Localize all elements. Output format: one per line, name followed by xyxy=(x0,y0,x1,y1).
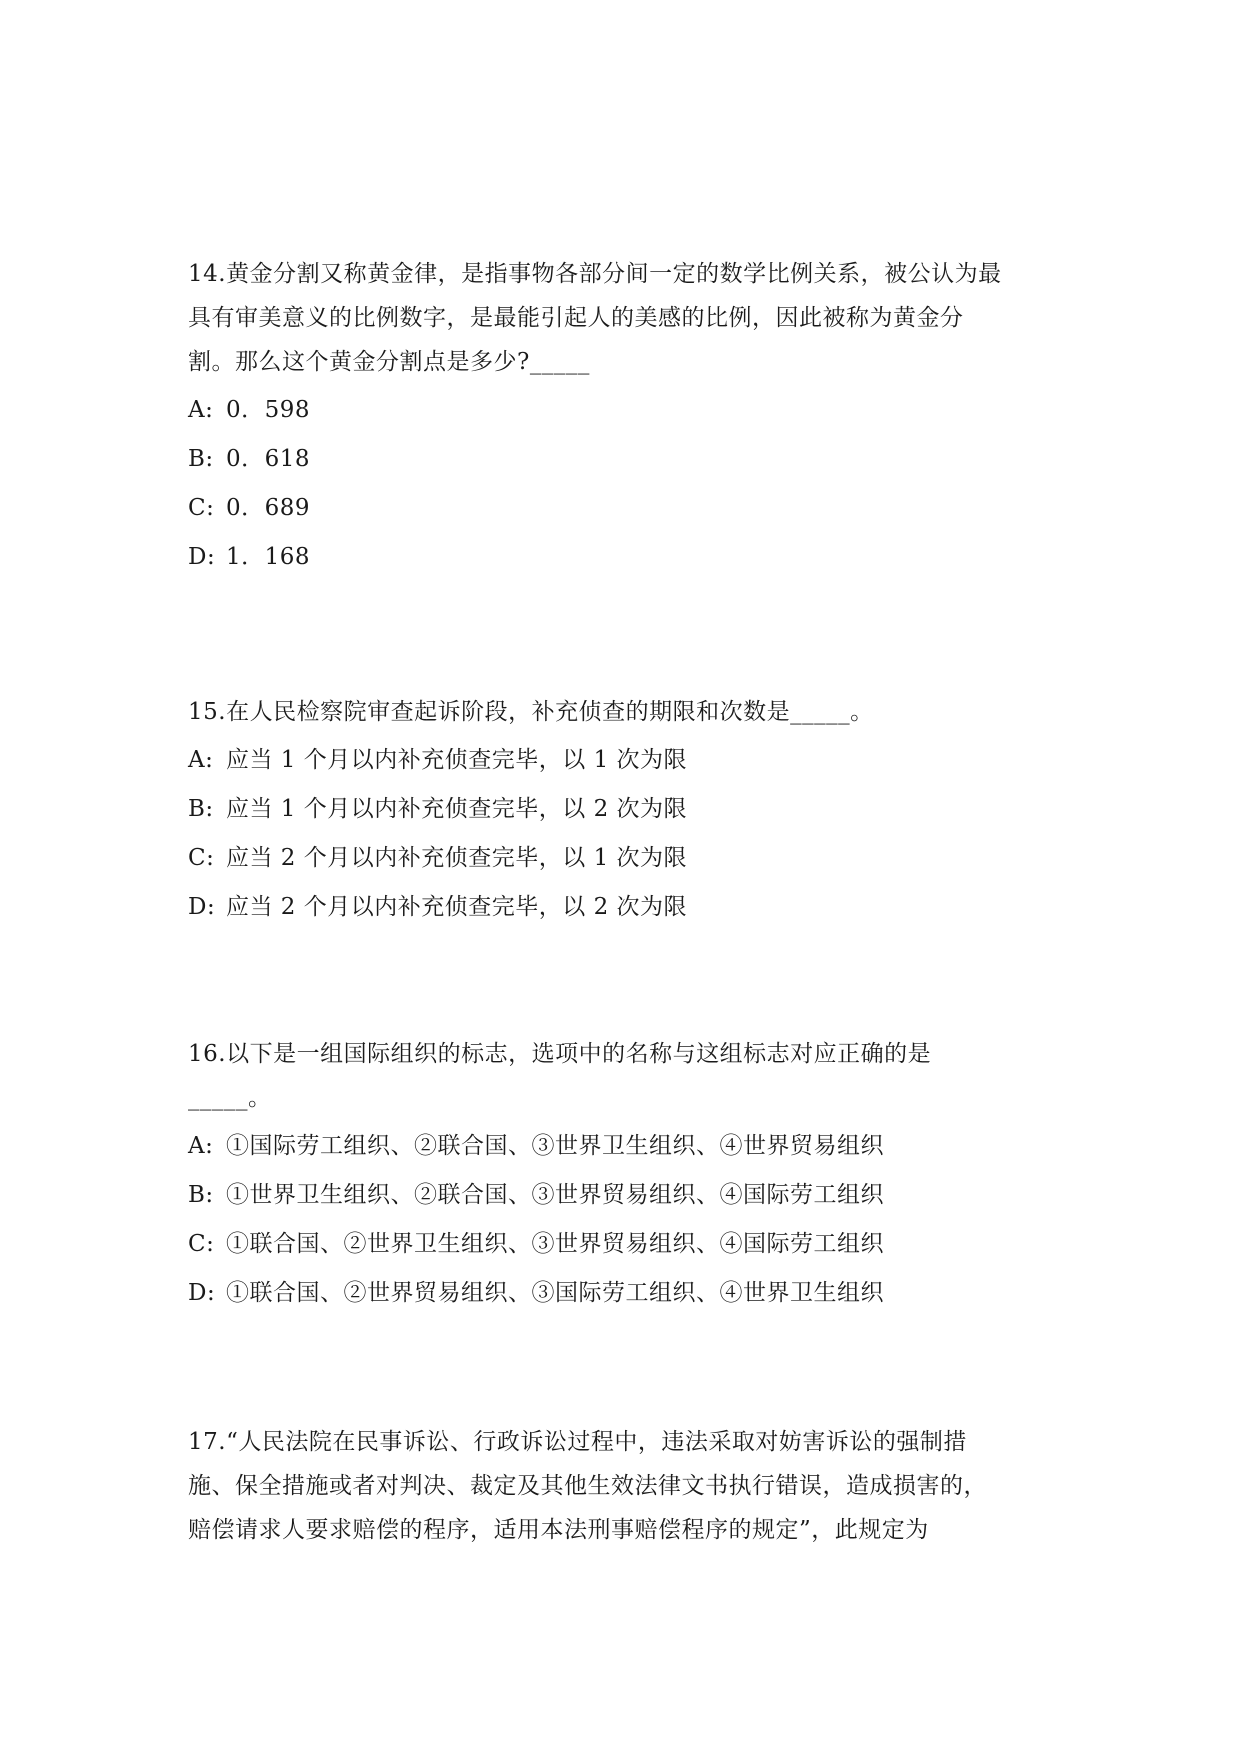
option-d xyxy=(188,885,1068,934)
option-a xyxy=(188,388,1068,437)
stem-line: 以下是一组国际组织的标志，选项中的名称与这组标志对应正确的是 xyxy=(226,1041,932,1067)
option-a xyxy=(188,1124,1068,1173)
question-stem xyxy=(188,1420,1068,1552)
option-c xyxy=(188,1222,1068,1271)
question-number: 15. xyxy=(188,699,227,725)
stem-line: 赔偿请求人要求赔偿的程序，适用本法刑事赔偿程序的规定”，此规定为 xyxy=(188,1517,929,1543)
option-text: ①世界卫生组织、②联合国、③世界贸易组织、④国际劳工组织 xyxy=(226,1182,884,1208)
question-number: 17. xyxy=(188,1429,227,1455)
stem-line: 施、保全措施或者对判决、裁定及其他生效法律文书执行错误，造成损害的， xyxy=(188,1473,987,1499)
option-d xyxy=(188,1271,1068,1320)
option-b xyxy=(188,787,1068,836)
option-b xyxy=(188,1173,1068,1222)
question-14 xyxy=(188,252,1068,584)
question-stem xyxy=(188,1032,1068,1120)
question-16 xyxy=(188,1032,1068,1320)
option-label: A: xyxy=(188,397,214,423)
option-label: C: xyxy=(188,495,215,521)
question-stem xyxy=(188,252,1068,384)
option-label: B: xyxy=(188,446,214,472)
stem-line: 具有审美意义的比例数字，是最能引起人的美感的比例，因此被称为黄金分 xyxy=(188,305,964,331)
question-15 xyxy=(188,690,1068,934)
option-text: 0．689 xyxy=(226,495,311,521)
option-text: 1．168 xyxy=(226,544,311,570)
option-label: D: xyxy=(188,544,216,570)
option-label: B: xyxy=(188,1182,214,1208)
option-label: B: xyxy=(188,796,214,822)
option-text: 应当 1 个月以内补充侦查完毕，以 2 次为限 xyxy=(226,796,688,822)
option-text: 应当 2 个月以内补充侦查完毕，以 1 次为限 xyxy=(226,845,688,871)
option-d xyxy=(188,535,1068,584)
question-stem xyxy=(188,690,1068,734)
option-a xyxy=(188,738,1068,787)
stem-line: 割。那么这个黄金分割点是多少?_____ xyxy=(188,349,590,375)
option-c xyxy=(188,836,1068,885)
stem-line: _____。 xyxy=(188,1085,272,1111)
option-text: 0．618 xyxy=(226,446,311,472)
stem-line: 黄金分割又称黄金律，是指事物各部分间一定的数学比例关系，被公认为最 xyxy=(226,261,1002,287)
option-text: ①国际劳工组织、②联合国、③世界卫生组织、④世界贸易组织 xyxy=(226,1133,884,1159)
option-label: D: xyxy=(188,894,216,920)
stem-line: 在人民检察院审查起诉阶段，补充侦查的期限和次数是_____。 xyxy=(226,699,874,725)
option-text: 应当 1 个月以内补充侦查完毕，以 1 次为限 xyxy=(226,747,688,773)
stem-line: “人民法院在民事诉讼、行政诉讼过程中，违法采取对妨害诉讼的强制措 xyxy=(226,1429,967,1455)
option-text: ①联合国、②世界卫生组织、③世界贸易组织、④国际劳工组织 xyxy=(226,1231,884,1257)
option-label: A: xyxy=(188,747,214,773)
option-c xyxy=(188,486,1068,535)
option-label: C: xyxy=(188,845,215,871)
option-label: A: xyxy=(188,1133,214,1159)
option-list xyxy=(188,738,1068,934)
option-label: D: xyxy=(188,1280,216,1306)
question-number: 14. xyxy=(188,261,227,287)
option-text: ①联合国、②世界贸易组织、③国际劳工组织、④世界卫生组织 xyxy=(226,1280,884,1306)
option-text: 0．598 xyxy=(226,397,311,423)
option-text: 应当 2 个月以内补充侦查完毕，以 2 次为限 xyxy=(226,894,688,920)
question-17 xyxy=(188,1420,1068,1552)
question-number: 16. xyxy=(188,1041,227,1067)
option-list xyxy=(188,388,1068,584)
option-label: C: xyxy=(188,1231,215,1257)
option-list xyxy=(188,1124,1068,1320)
option-b xyxy=(188,437,1068,486)
